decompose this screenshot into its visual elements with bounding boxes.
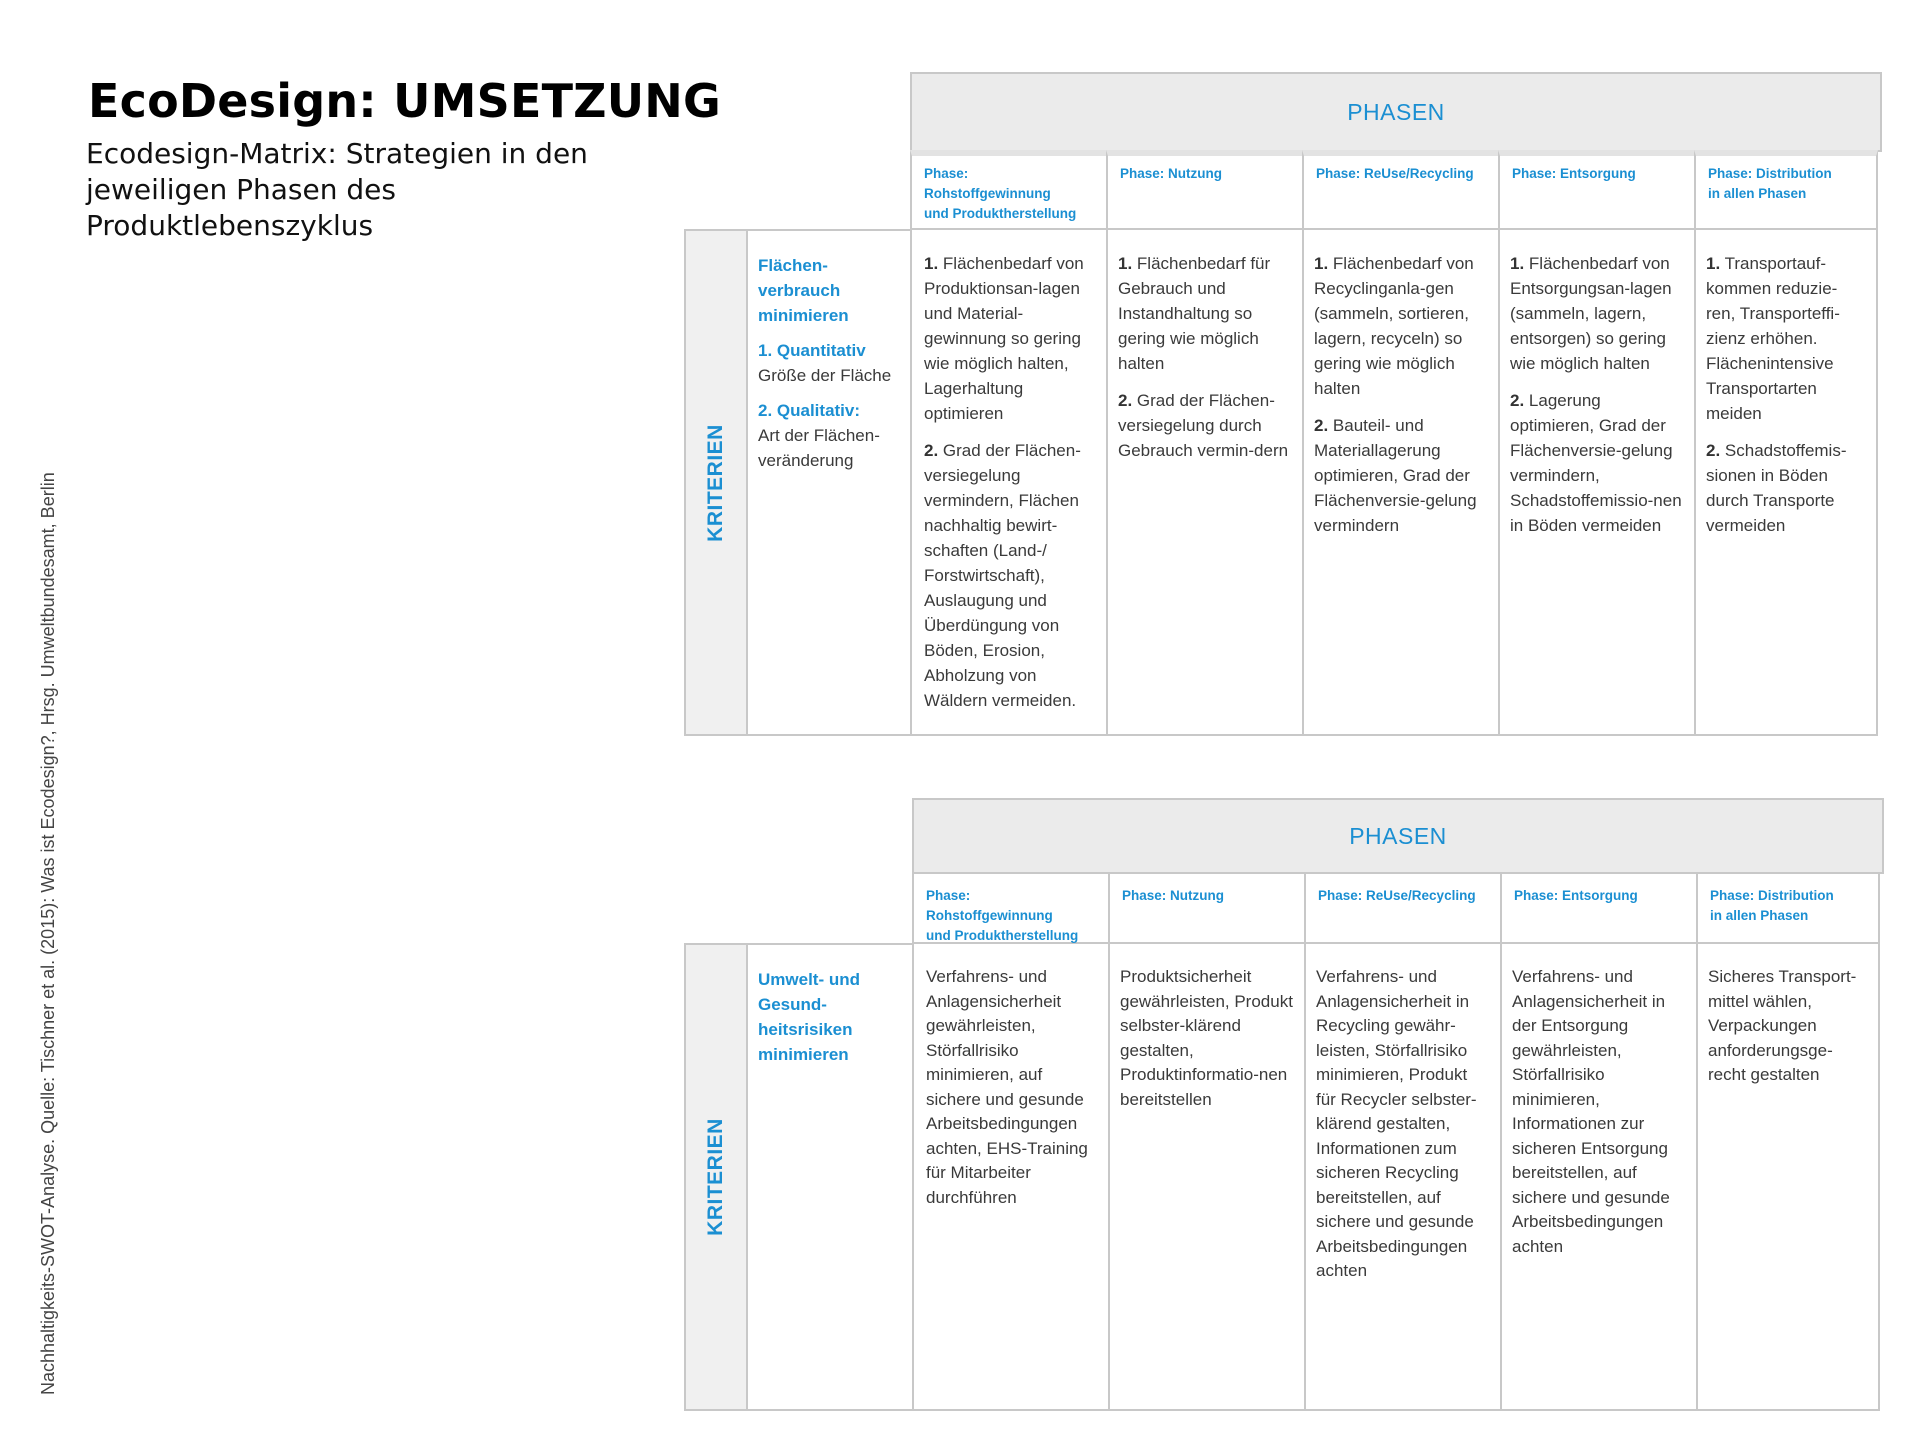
phase-header-line: Phase: ReUse/Recycling xyxy=(1316,166,1474,181)
matrix-cell xyxy=(1498,229,1696,736)
item-number: 1. xyxy=(1118,254,1133,273)
cell-paragraph xyxy=(1314,251,1488,401)
phase-header-line: Phase: Entsorgung xyxy=(1514,888,1638,903)
matrix-cell xyxy=(1106,229,1304,736)
cell-text: Produktsicherheit gewährleisten, Produkt selbster-klärend gestalten, Produktinformatio-nen bereitstellen xyxy=(1120,967,1293,1109)
phases-header xyxy=(910,72,1882,152)
cell-paragraph xyxy=(1118,251,1292,376)
item-text: Lagerung optimieren, Grad der Flächenversie-gelung vermindern, Schadstoffemissio-nen in Böden vermeiden xyxy=(1510,391,1682,535)
phase-header-disposal xyxy=(1498,150,1694,230)
matrix-cell xyxy=(910,229,1108,736)
criterion-cell xyxy=(746,229,912,736)
item-text: Flächenbedarf von Entsorgungsan-lagen (sammeln, lagern, entsorgen) so gering wie möglich halten xyxy=(1510,254,1672,373)
item-number: 1. xyxy=(924,254,939,273)
phase-header-line: Phase: Rohstoffgewinnung xyxy=(926,888,1053,923)
phase-header-line: Phase: Nutzung xyxy=(1122,888,1225,903)
item-number: 1. xyxy=(1706,254,1721,273)
phase-header-line: und Produktherstellung xyxy=(924,206,1077,221)
phases-label: PHASEN xyxy=(1347,98,1445,125)
page-subtitle: Ecodesign-Matrix: Strategien in den jeweiligen Phasen des Produktlebenszyklus xyxy=(86,137,588,242)
item-text: Transportauf-kommen reduzie-ren, Transporteffi-zienz erhöhen. Flächenintensive Transportarten meiden xyxy=(1706,254,1840,423)
criterion-title: Umwelt- und Gesund-heitsrisiken minimieren xyxy=(758,970,860,1064)
item-number: 2. xyxy=(1118,391,1133,410)
criterion-cell xyxy=(746,943,914,1411)
item-number: 2. xyxy=(1314,416,1329,435)
phase-header-distribution xyxy=(1694,150,1878,230)
phase-header-production xyxy=(910,150,1106,230)
cell-text: Verfahrens- und Anlagensicherheit gewährleisten, Störfallrisiko minimieren, auf sichere und gesunde Arbeitsbedingungen achten, EHS-Training für Mitarbeiter durchführen xyxy=(926,967,1088,1207)
matrix-cell xyxy=(1694,229,1878,736)
page-title: EcoDesign: UMSETZUNG xyxy=(88,74,721,128)
matrix-cell xyxy=(1304,943,1502,1411)
criterion-sub-desc: Art der Flächen-veränderung xyxy=(758,426,880,470)
cell-paragraph xyxy=(1314,413,1488,538)
matrix-cell xyxy=(1500,943,1698,1411)
item-number: 1. xyxy=(1510,254,1525,273)
cell-paragraph xyxy=(1118,388,1292,463)
phases-label: PHASEN xyxy=(1349,822,1447,849)
matrix-cell xyxy=(1696,943,1880,1411)
cell-text: Sicheres Transport-mittel wählen, Verpackungen anforderungsge-recht gestalten xyxy=(1708,967,1857,1084)
phase-header-line: Phase: ReUse/Recycling xyxy=(1318,888,1476,903)
item-text: Grad der Flächen-versiegelung vermindern, Flächen nachhaltig bewirt-schaften (Land-/ Forstwirtschaft), Auslaugung und Überdüngung von Böden, Erosion, Abholzung von Wäldern vermeiden. xyxy=(924,441,1081,710)
cell-text: Verfahrens- und Anlagensicherheit in der Entsorgung gewährleisten, Störfallrisiko minimieren, Informationen zur sicheren Entsorgung bereitstellen, auf sichere und gesunde Arbeitsbedingungen achten xyxy=(1512,967,1670,1256)
item-number: 2. xyxy=(1510,391,1525,410)
cell-paragraph xyxy=(1510,388,1684,538)
phase-header-line: Phase: Entsorgung xyxy=(1512,166,1636,181)
phase-header-distribution xyxy=(1696,872,1880,944)
phase-header-line: in allen Phasen xyxy=(1708,186,1807,201)
matrix-cell xyxy=(1302,229,1500,736)
criterion-sub-title: 2. Qualitativ: xyxy=(758,401,861,420)
item-text: Flächenbedarf von Produktionsan-lagen und Material-gewinnung so gering wie möglich halten, Lagerhaltung optimieren xyxy=(924,254,1084,423)
matrix-cell xyxy=(1108,943,1306,1411)
phase-header-line: Phase: Rohstoffgewinnung xyxy=(924,166,1051,201)
criteria-spine xyxy=(684,943,748,1411)
phase-header-line: Phase: Distribution xyxy=(1708,166,1832,181)
item-text: Flächenbedarf von Recyclinganla-gen (sammeln, sortieren, lagern, recyceln) so gering wie möglich halten xyxy=(1314,254,1474,398)
phase-header-recycling xyxy=(1304,872,1500,944)
cell-text: Verfahrens- und Anlagensicherheit in Recycling gewähr-leisten, Störfallrisiko minimieren, Produkt für Recycler selbster-klärend gestalten, Informationen zum sicheren Recycling bereitstellen, auf sichere und gesunde Arbeitsbedingungen achten xyxy=(1316,967,1477,1280)
item-number: 2. xyxy=(1706,441,1721,460)
item-text: Bauteil- und Materiallagerung optimieren, Grad der Flächenversie-gelung vermindern xyxy=(1314,416,1477,535)
criterion-title: Flächen-verbrauch minimieren xyxy=(758,256,849,325)
criterion-sub-title: 1. Quantitativ xyxy=(758,341,866,360)
phases-header xyxy=(912,798,1884,874)
phase-header-line: Phase: Nutzung xyxy=(1120,166,1223,181)
phase-header-disposal xyxy=(1500,872,1696,944)
cell-paragraph xyxy=(924,438,1096,713)
phase-header-usage xyxy=(1106,150,1302,230)
cell-paragraph xyxy=(1510,251,1684,376)
phase-header-usage xyxy=(1108,872,1304,944)
item-number: 1. xyxy=(1314,254,1329,273)
item-number: 2. xyxy=(924,441,939,460)
phase-header-recycling xyxy=(1302,150,1498,230)
phase-header-line: Phase: Distribution xyxy=(1710,888,1834,903)
item-text: Grad der Flächen-versiegelung durch Gebrauch vermin-dern xyxy=(1118,391,1289,460)
phase-header-line: in allen Phasen xyxy=(1710,908,1809,923)
matrix-cell xyxy=(912,943,1110,1411)
criteria-label: KRITERIEN xyxy=(704,1118,727,1236)
cell-paragraph xyxy=(924,251,1096,426)
phase-header-line: und Produktherstellung xyxy=(926,928,1079,943)
criteria-spine xyxy=(684,229,748,736)
criteria-label: KRITERIEN xyxy=(704,423,727,542)
source-citation: Nachhaltigkeits-SWOT-Analyse. Quelle: Tischner et al. (2015): Was ist Ecodesign?, Hrsg. Umweltbundesamt, Berlin xyxy=(38,472,58,1395)
cell-paragraph xyxy=(1706,438,1866,538)
item-text: Schadstoffemis-sionen in Böden durch Transporte vermeiden xyxy=(1706,441,1847,535)
phase-header-production xyxy=(912,872,1108,944)
cell-paragraph xyxy=(1706,251,1866,426)
criterion-sub-desc: Größe der Fläche xyxy=(758,366,892,385)
item-text: Flächenbedarf für Gebrauch und Instandhaltung so gering wie möglich halten xyxy=(1118,254,1271,373)
